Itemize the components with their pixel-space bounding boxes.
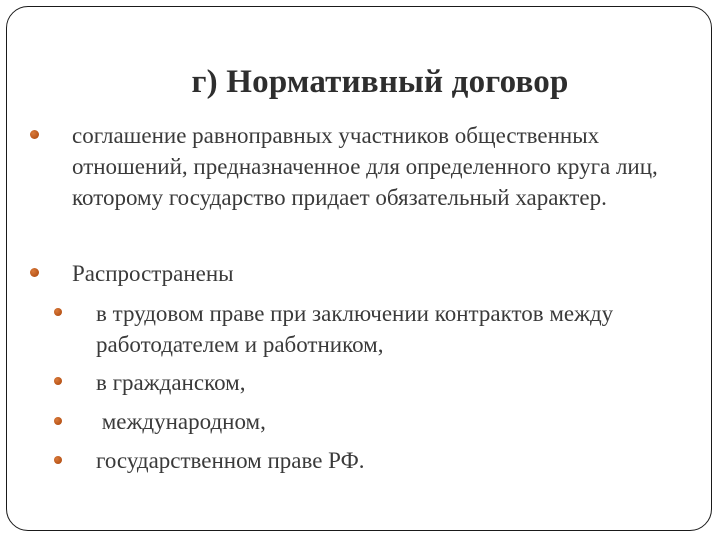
list-item-text: государственном праве РФ.	[96, 448, 365, 473]
bullet-dot-icon	[54, 417, 62, 425]
bullet-dot-icon	[30, 268, 39, 277]
list-item-text: соглашение равноправных участников общественных отношений, предназначенное для определенного круга лиц, которому государство придает обязательный характер.	[72, 123, 658, 210]
bullet-dot-icon	[54, 308, 62, 316]
bullet-dot-icon	[30, 130, 39, 139]
slide-title: г) Нормативный договор	[191, 64, 569, 100]
bullet-dot-icon	[54, 377, 62, 385]
list-item-text: в гражданском,	[96, 370, 246, 395]
list-item-text: Распространены	[72, 261, 234, 286]
bullet-dot-icon	[54, 456, 62, 464]
list-item-text: международном,	[96, 409, 266, 434]
list-item-text: в трудовом праве при заключении контрактов между работодателем и работником,	[96, 301, 614, 357]
